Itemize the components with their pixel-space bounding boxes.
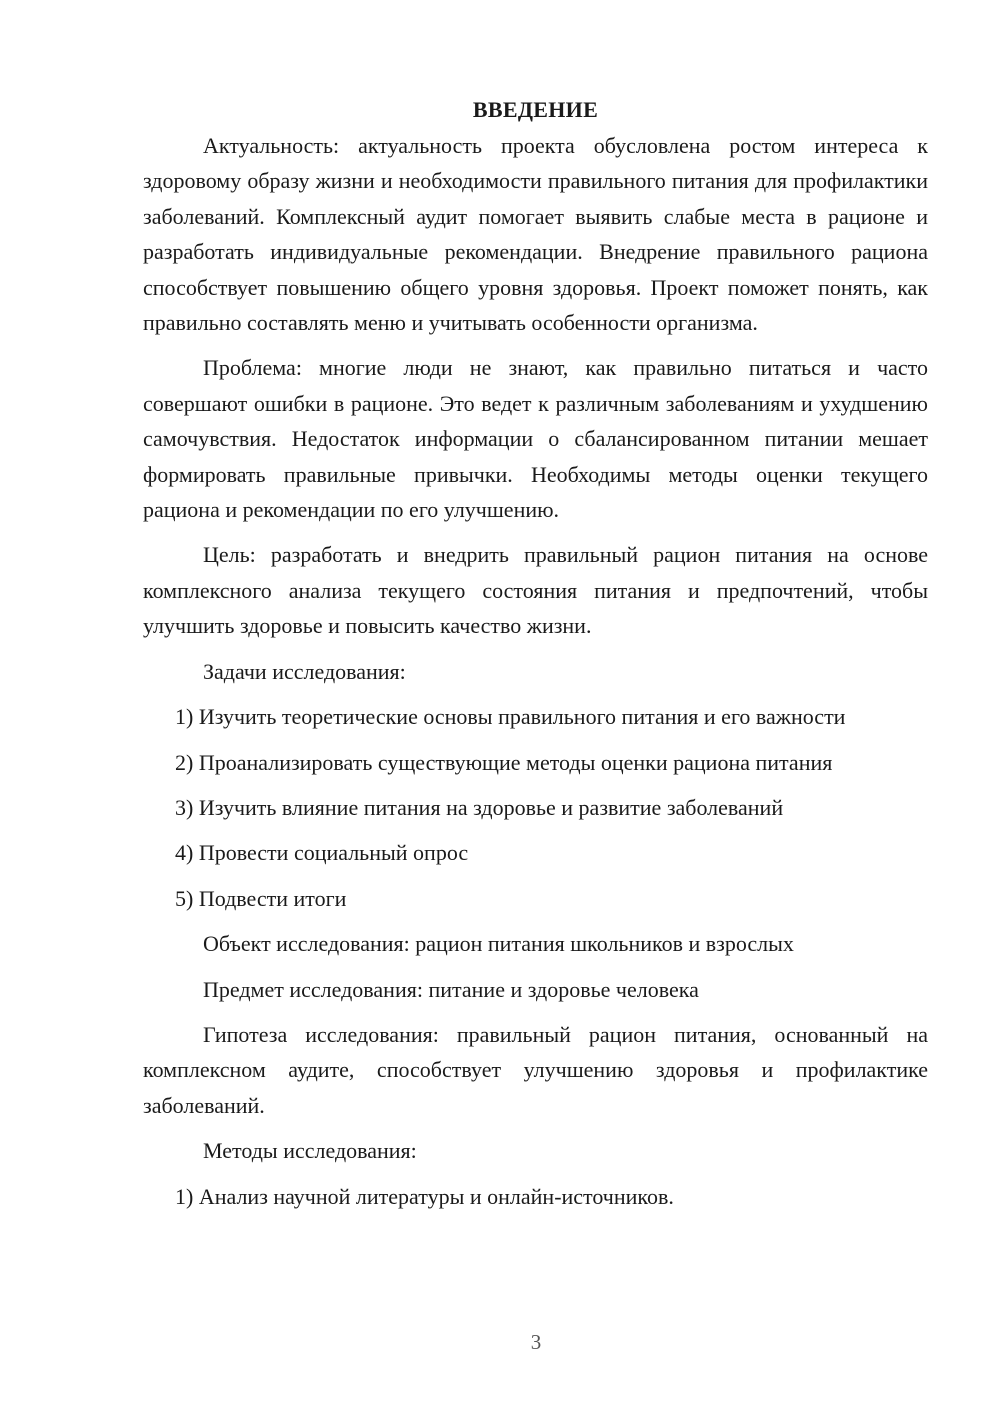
task-item: 2) Проанализировать существующие методы оценки рациона питания — [175, 749, 833, 775]
task-item: 1) Изучить теоретические основы правильного питания и его важности — [175, 704, 846, 730]
method-item: 1) Анализ научной литературы и онлайн-источников. — [175, 1183, 674, 1209]
tasks-label: Задачи исследования: — [203, 658, 406, 684]
research-subject: Предмет исследования: питание и здоровье человека — [203, 976, 699, 1002]
methods-label: Методы исследования: — [203, 1138, 417, 1164]
task-item: 3) Изучить влияние питания на здоровье и развитие заболеваний — [175, 794, 784, 820]
task-item: 5) Подвести итоги — [175, 885, 347, 911]
task-item: 4) Провести социальный опрос — [175, 840, 469, 866]
relevance-paragraph: Актуальность: актуальность проекта обусловлена ростом интереса к здоровому образу жизни и необходимости правильного питания для профилактики заболеваний. Комплексный аудит помогает выявить слабые места в рационе и разработать индивидуальные рекомендации. Внедрение правильного рациона способствует повышению общего уровня здоровья. Проект поможет понять, как правильно составлять меню и учитывать особенности организма. — [143, 133, 928, 336]
goal-paragraph: Цель: разработать и внедрить правильный рацион питания на основе комплексного анализа текущего состояния питания и предпочтений, чтобы улучшить здоровье и повысить качество жизни. — [143, 542, 928, 639]
section-heading: ВВЕДЕНИЕ — [472, 97, 599, 122]
hypothesis-paragraph: Гипотеза исследования: правильный рацион питания, основанный на комплексном аудите, способствует улучшению здоровья и профилактике заболеваний. — [143, 1021, 928, 1118]
document-page — [143, 92, 928, 1224]
problem-paragraph: Проблема: многие люди не знают, как правильно питаться и часто совершают ошибки в рационе. Это ведет к различным заболеваниям и ухудшению самочувствия. Недостаток информации о сбалансированном питании мешает формировать правильные привычки. Необходимы методы оценки текущего рациона и рекомендации по его улучшению. — [143, 355, 928, 523]
research-object: Объект исследования: рацион питания школьников и взрослых — [203, 931, 794, 957]
page-number: 3 — [530, 1330, 542, 1354]
